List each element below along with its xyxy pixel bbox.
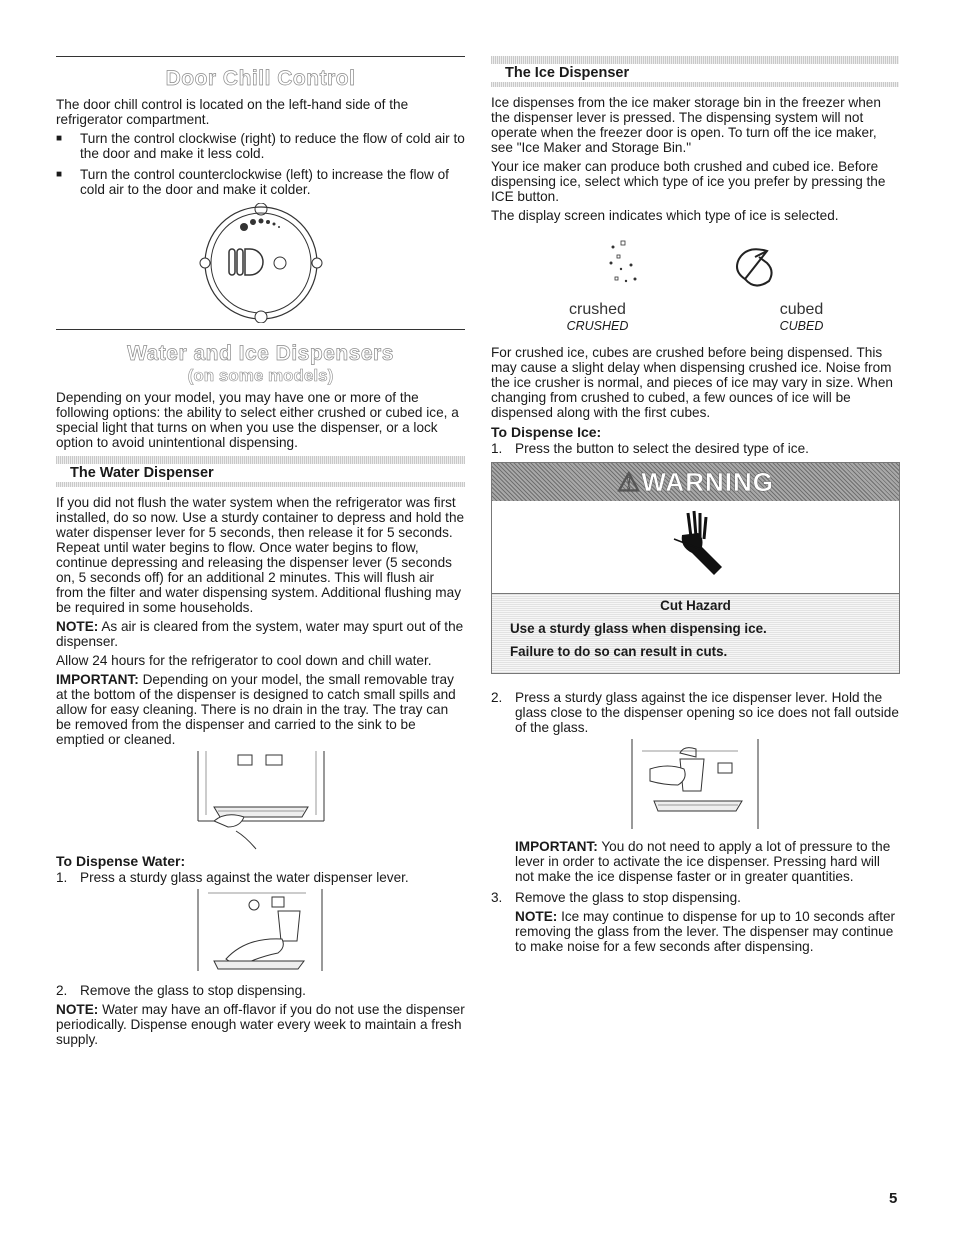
warning-line: Failure to do so can result in cuts. (510, 644, 728, 659)
water-chill-paragraph: Allow 24 hours for the refrigerator to cool down and chill water. (56, 653, 432, 668)
step-text: Press a sturdy glass against the ice dispenser lever. Hold the glass close to the dispenser opening so ice does not fall outside of the glass. (515, 690, 899, 735)
ice-type-labels (491, 301, 899, 333)
warning-text-area (492, 594, 899, 673)
ice-important-block (491, 839, 899, 884)
ice-types-paragraph: Your ice maker can produce both crushed and cubed ice. Before dispensing ice, select which type of ice you prefer by pressing the ICE button. (491, 159, 886, 204)
important-label: IMPORTANT: (515, 839, 598, 854)
ice-step (491, 441, 899, 456)
crushed-ice-icon (601, 237, 651, 293)
note-label: NOTE: (56, 1002, 99, 1017)
step-text: Remove the glass to stop dispensing. (80, 983, 306, 998)
step-number: 3. (491, 890, 503, 905)
ice-dispenser-bar-bottom (491, 82, 899, 87)
water-ice-intro: Depending on your model, you may have one or more of the following options: the ability to select either crushed or cubed ice, a special light that turns on when you use the dispenser, or a lock option to avoid unintentional dispensing. (56, 390, 459, 450)
water-steps-2 (56, 983, 465, 998)
ice-important (515, 839, 899, 884)
note-text: Water may have an off-flavor if you do not use the dispenser periodically. Dispense enough water every week to maintain a fresh supply. (56, 1002, 465, 1047)
note-label: NOTE: (515, 909, 558, 924)
door-chill-intro: The door chill control is located on the left-hand side of the refrigerator compartment. (56, 97, 409, 127)
crushed-caption: CRUSHED (566, 319, 629, 333)
cubed-ice-icon (731, 243, 779, 291)
door-chill-dial-illustration (196, 203, 326, 323)
crushed-ice-paragraph: For crushed ice, cubes are crushed before being dispensed. This may cause a slight delay when dispensing crushed ice. Noise from the ice crusher is normal, and pieces of ice may vary in size. When changing from crushed to cubed, a few ounces of ice will be dispensed along with the first cubes. (491, 345, 893, 420)
ice-step (491, 690, 899, 735)
right-column (491, 56, 899, 958)
ice-step (491, 890, 899, 905)
note-text: As air is cleared from the system, water may spurt out of the dispenser. (56, 619, 464, 649)
water-step (56, 983, 465, 998)
water-steps-1 (56, 870, 465, 885)
water-flush-paragraph: If you did not flush the water system when the refrigerator was first installed, do so now. Use a sturdy container to depress and hold the water dispenser lever for 5 seconds, then release it for 5 seconds. Repeat until water begins to flow. Once water begins to flow, continue depressing and releasing the dispenser lever (5 seconds on, 5 seconds off) for an additional 2 minutes. This will flush air from the filter and water dispensing system. Additional flushing may be required in some households. (56, 495, 465, 615)
crushed-label-group (567, 301, 629, 333)
warning-hazard: Cut Hazard (660, 598, 731, 613)
water-ice-subheading: (on some models) (187, 366, 334, 385)
to-dispense-water-heading: To Dispense Water: (56, 853, 186, 869)
left-column (56, 56, 465, 1051)
step-text: Press the button to select the desired type of ice. (515, 441, 809, 456)
step-text: Press a sturdy glass against the water dispenser lever. (80, 870, 409, 885)
crushed-display-label: crushed (569, 301, 626, 318)
ice-note-block (491, 909, 899, 954)
water-important (56, 672, 465, 747)
ice-steps-2 (491, 690, 899, 735)
cubed-display-label: cubed (779, 301, 824, 318)
section-rule-left (56, 329, 465, 330)
water-glass-illustration (196, 889, 326, 977)
important-label: IMPORTANT: (56, 672, 139, 687)
step-number: 1. (491, 441, 503, 456)
water-note (56, 619, 465, 649)
water-dispenser-bar-bottom (56, 482, 465, 487)
step-number: 2. (491, 690, 503, 705)
important-text: Depending on your model, the small removable tray at the bottom of the dispenser is designed to catch small spills and allow for easy cleaning. There is no drain in the tray. The tray can be removed from the dispenser and carried to the sink to be emptied or cleaned. (56, 672, 456, 747)
to-dispense-ice-heading: To Dispense Ice: (491, 424, 602, 440)
warning-line: Use a sturdy glass when dispensing ice. (510, 621, 767, 636)
step-text: Remove the glass to stop dispensing. (515, 890, 741, 905)
door-chill-bullet: ■ Turn the control clockwise (right) to reduce the flow of cold air to the door and make it less cold. (56, 131, 465, 161)
warning-title: ⚠WARNING (492, 463, 899, 501)
step-number: 1. (56, 870, 68, 885)
ice-steps-3 (491, 890, 899, 905)
cut-hazard-icon (666, 509, 726, 579)
cubed-label-group (780, 301, 824, 333)
water-dispenser-heading: The Water Dispenser (70, 465, 214, 481)
ice-glass-illustration (628, 739, 762, 831)
warning-pictogram-area (492, 509, 899, 594)
ice-dispenser-heading: The Ice Dispenser (505, 65, 630, 81)
ice-dispenser-bar (491, 56, 899, 64)
warning-box (491, 462, 900, 674)
water-dispenser-tray-illustration (196, 751, 326, 851)
ice-steps-1 (491, 441, 899, 456)
door-chill-heading: Door Chill Control (165, 67, 356, 90)
water-dispenser-bar (56, 456, 465, 464)
door-chill-bullet: ■ Turn the control counterclockwise (left) to increase the flow of cold air to the door and make it colder. (56, 167, 465, 197)
note-label: NOTE: (56, 619, 99, 634)
water-ice-heading: Water and Ice Dispensers (127, 342, 394, 365)
ice-display-paragraph: The display screen indicates which type of ice is selected. (491, 208, 839, 223)
step-number: 2. (56, 983, 68, 998)
page-number: 5 (889, 1190, 898, 1207)
ice-type-icons (491, 231, 899, 301)
ice-note (515, 909, 899, 954)
note-text: Ice may continue to dispense for up to 10 seconds after removing the glass from the lever. The dispenser may continue to make noise for a few seconds after dispensing. (515, 909, 896, 954)
water-step (56, 870, 465, 885)
cubed-caption: CUBED (779, 319, 824, 333)
important-text: You do not need to apply a lot of pressure to the lever in order to activate the ice dispenser. Pressing hard will not make the ice dispense faster or in greater quantities. (515, 839, 891, 884)
ice-intro-paragraph: Ice dispenses from the ice maker storage bin in the freezer when the dispenser lever is pressed. The dispensing system will not operate when the freezer door is open. To turn off the ice maker, see "Ice Maker and Storage Bin." (491, 95, 881, 155)
water-note-2 (56, 1002, 465, 1047)
top-rule-left (56, 56, 465, 57)
door-chill-bullets (56, 131, 465, 197)
